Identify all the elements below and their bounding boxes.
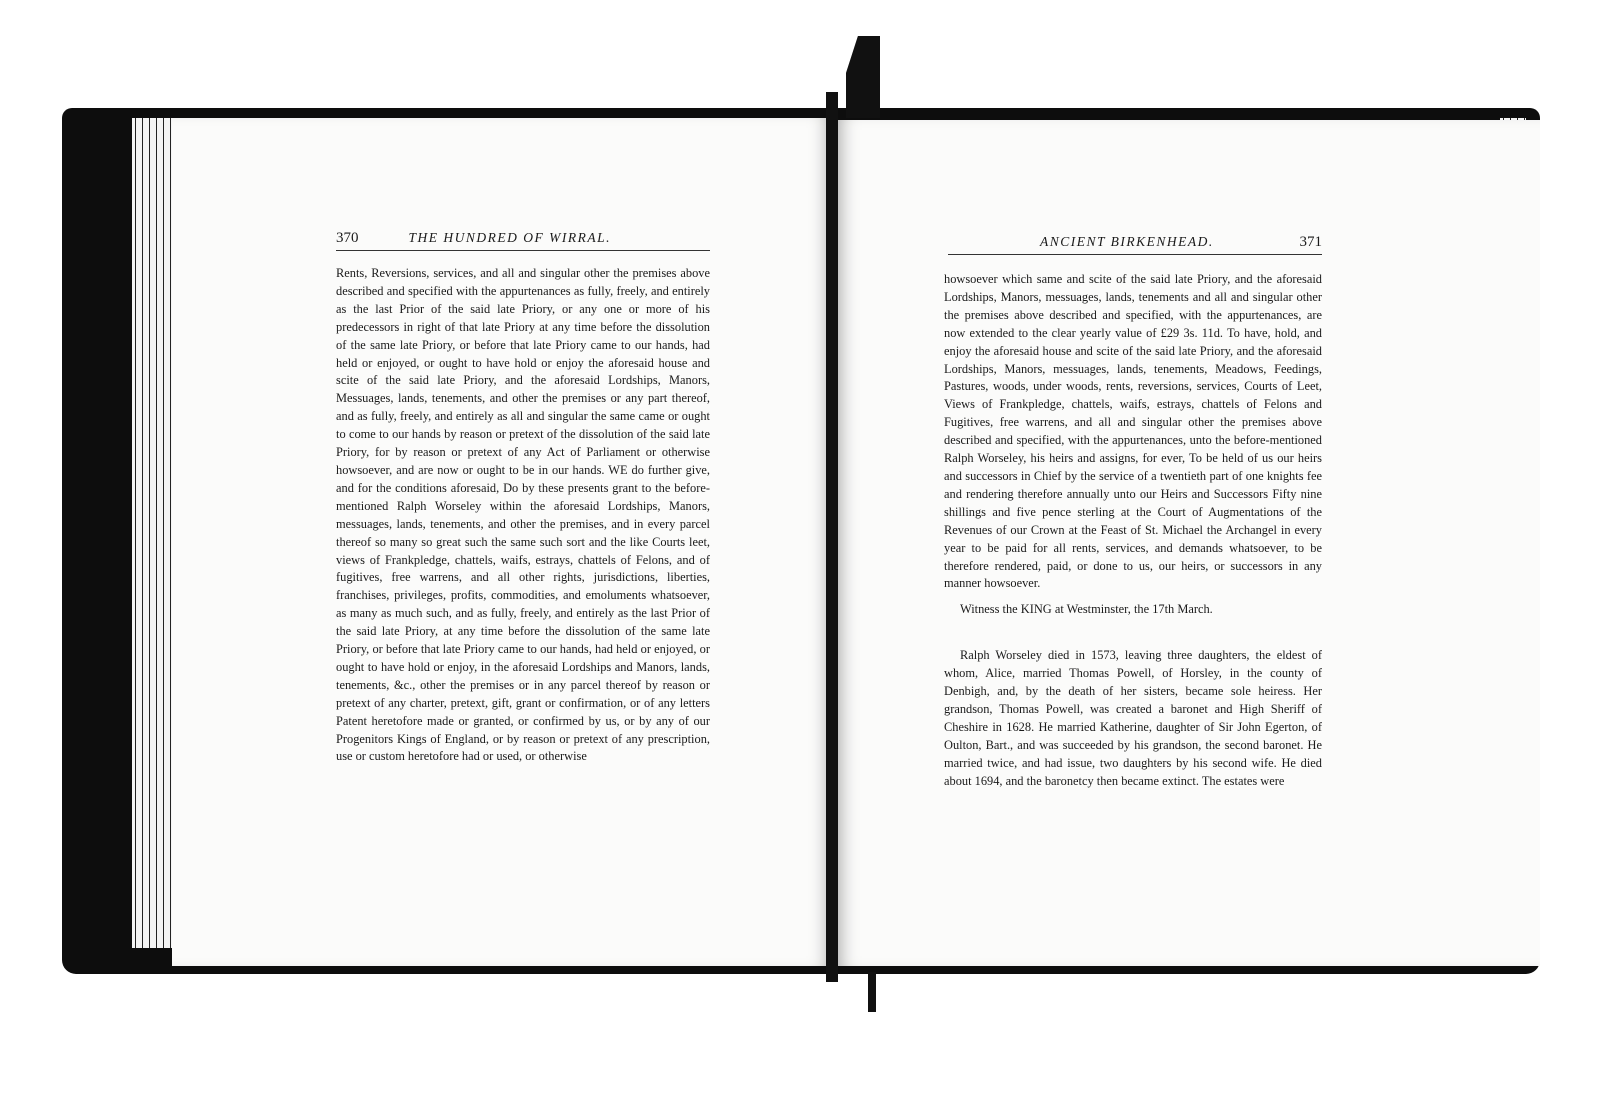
left-page-header [336,230,710,251]
right-running-head: ANCIENT BIRKENHEAD. [1040,234,1214,249]
left-running-head: THE HUNDRED OF WIRRAL. [408,230,611,245]
right-page-body [944,271,1322,790]
right-page-header [948,234,1322,255]
left-page-body [336,265,710,766]
book-gutter [826,92,838,982]
right-page-number: 371 [1299,234,1322,250]
bookmark-ribbon-bottom [868,972,876,1012]
right-paragraph-1: howsoever which same and scite of the said late Priory, and the aforesaid Lordships, Manors, messuages, lands, tenements and all and singular other the premises above described and specified, with the appurtenances, are now extended to the clear yearly value of £29 3s. 11d. To have, hold, and enjoy the aforesaid house and scite of the said late Priory, and the aforesaid Lordships, Manors, messuages, lands, tenements, Meadows, Feedings, Pastures, woods, under woods, rents, reversions, services, Courts of Leet, Views of Frankpledge, chattels, waifs, estrays, chattels of Felons and Fugitives, free warrens, and all and singular other the premises above described and specified, with the appurtenances, unto the before-mentioned Ralph Worseley, his heirs and assigns, for ever, To be held of us our heirs and successors in Chief by the service of a twentieth part of one knights fee and rendering therefore annually unto our Heirs and Successors Fifty nine shillings and five pence sterling at the Court of Augmentations of the Revenues of our Crown at the Feast of St. Michael the Archangel in every year to be paid for all rents, services, and demands whatsoever, to be therefore rendered, paid, or done to us, our heirs, or successors in any manner howsoever. [944,272,1322,591]
left-paragraph: Rents, Reversions, services, and all and singular other the premises above described and specified with the appurtenances as fully, freely, and entirely as the last Prior of the said late Priory, or any one or more of his predecessors in right of that late Priory at any time before the dissolution of the same late Priory, or before that late Priory came to our hands, had held or enjoyed, or ought to have hold or enjoy the aforesaid house and scite of the said late Priory, and the aforesaid Lordships, Manors, Messuages, lands, tenements, and other the premises or any part thereof, and as fully, freely, and entirely as all and singular the same came or ought to come to our hands by reason or pretext of the dissolution of the said late Priory, for by reason or pretext of any Act of Parliament or otherwise howsoever, and are now or ought to be in our hands. WE do further give, and for the conditions aforesaid, Do by these presents grant to the before-mentioned Ralph Worseley within the aforesaid Lordships, Manors, messuages, lands, tenements, and other the premises, and in every parcel thereof so many so great such the same such sort and the like Courts leet, views of Frankpledge, chattels, waifs, estrays, chattels of Felons, and of fugitives, free warrens, and all other rights, jurisdictions, liberties, franchises, privileges, profits, commodities, and emoluments whatsoever, as many as much such, and as fully, freely, and entirely as the last Prior of the said late Priory, at any time before the dissolution of the same late Priory, or before that late Priory came to our hands, had held or enjoyed, or ought to have hold or enjoy, in the aforesaid Lordships and Manors, lands, tenements, &c., other the premises or in any parcel thereof by reason or pretext of any charter, pretext, gift, grant or confirmation, or of any letters Patent heretofore made or granted, or confirmed by us, or by any of our Progenitors Kings of England, or by reason or pretext of any prescription, use or custom heretofore had or used, or otherwise [336,266,710,764]
left-page-edges [132,118,172,948]
left-page-number: 370 [336,230,359,246]
bookmark-ribbon-top [846,36,880,118]
witness-line: Witness the KING at Westminster, the 17th March. [960,602,1213,617]
right-paragraph-2: Ralph Worseley died in 1573, leaving three daughters, the eldest of whom, Alice, married Thomas Powell, of Horsley, in the county of Denbigh, and, by the death of her sisters, became sole heiress. Her grandson, Thomas Powell, was created a baronet and High Sheriff of Cheshire in 1628. He married Katherine, daughter of Sir John Egerton, of Oulton, Bart., and was succeeded by his grandson, the second baronet. He married twice, and had issue, two daughters by his second wife. He died about 1694, and the baronetcy then became extinct. The estates were [944,648,1322,788]
